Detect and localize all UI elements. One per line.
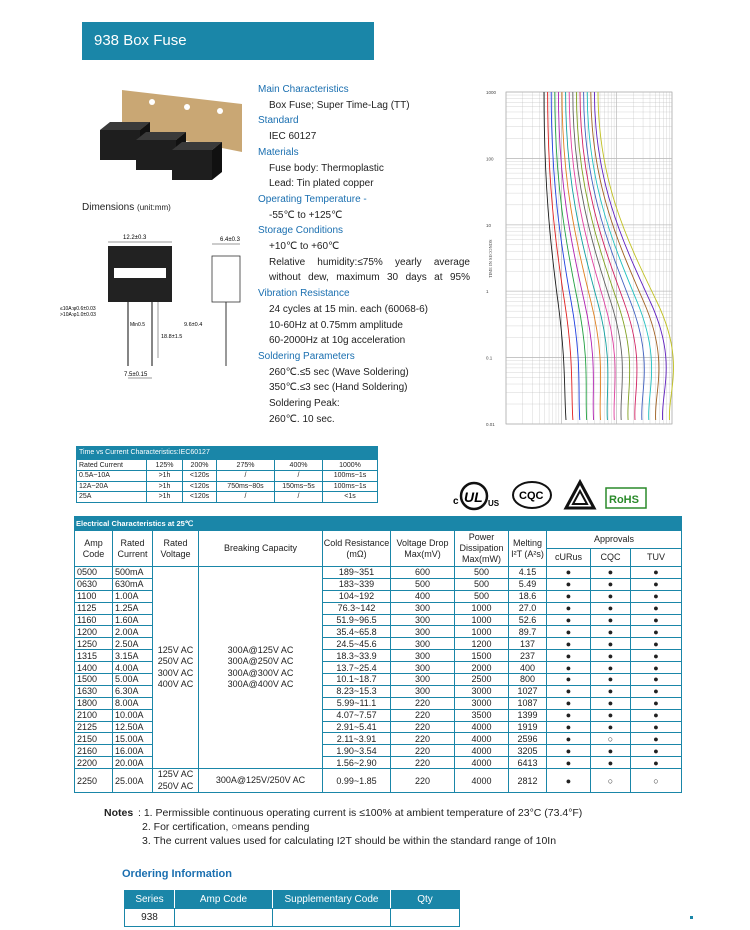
tvc-cell: 0.5A~10A	[77, 471, 147, 482]
tuv-cell: ●	[631, 733, 682, 745]
breaking-capacity-group	[199, 567, 323, 769]
time-current-table	[76, 446, 378, 503]
spec-value: 260℃. 10 sec.	[269, 413, 335, 425]
y-tick-label: 0.1	[486, 355, 493, 361]
spec-heading: Materials	[258, 146, 299, 158]
y-axis-label: TIME IN SECONDS	[488, 239, 493, 278]
curus-cell: ●	[547, 602, 591, 614]
melting-cell: 1919	[509, 721, 547, 733]
cqc-cell: ●	[591, 590, 631, 602]
col-vdrop: Voltage Drop Max(mV)	[391, 531, 455, 567]
amp-code-cell: 1125	[75, 602, 113, 614]
resistance-cell: 0.99~1.85	[323, 769, 391, 793]
rated-current-cell: 2.50A	[113, 638, 153, 650]
melting-cell: 800	[509, 674, 547, 686]
amp-code-cell: 0500	[75, 567, 113, 579]
melting-cell: 4.15	[509, 567, 547, 579]
breaking-capacity-value: 300A@300V AC	[227, 667, 294, 678]
resistance-cell: 2.11~3.91	[323, 733, 391, 745]
rated-voltage-value: 300V AC	[157, 667, 194, 678]
tuv-cell: ●	[631, 578, 682, 590]
order-qty-value	[391, 909, 460, 927]
curus-cell: ●	[547, 757, 591, 769]
curus-cell: ●	[547, 709, 591, 721]
tuv-cell: ●	[631, 590, 682, 602]
cqc-cell: ○	[591, 733, 631, 745]
rated-voltage-value: 250V AC	[157, 780, 194, 791]
power-cell: 4000	[455, 745, 509, 757]
y-tick-label: 0.01	[486, 422, 495, 427]
resistance-cell: 104~192	[323, 590, 391, 602]
rated-current-cell: 12.50A	[113, 721, 153, 733]
vdrop-cell: 300	[391, 674, 455, 686]
cqc-cell: ●	[591, 638, 631, 650]
rated-current-cell: 15.00A	[113, 733, 153, 745]
tuv-cell: ●	[631, 614, 682, 626]
product-photo	[92, 82, 242, 192]
power-cell: 500	[455, 567, 509, 579]
specifications	[258, 82, 470, 427]
curus-cell: ●	[547, 769, 591, 793]
power-cell: 4000	[455, 757, 509, 769]
col-rated-voltage: Rated Voltage	[153, 531, 199, 567]
rated-current-cell: 6.30A	[113, 685, 153, 697]
tuv-cell: ●	[631, 757, 682, 769]
spec-value: 60-2000Hz at 10g acceleration	[269, 335, 406, 347]
spec-value: 350℃.≤3 sec (Hand Soldering)	[269, 382, 408, 394]
spec-heading: Operating Temperature -	[258, 193, 367, 205]
spec-heading: Vibration Resistance	[258, 288, 350, 300]
y-tick-label: 100	[486, 156, 494, 162]
tvc-cell: <120s	[183, 471, 217, 482]
cqc-cell: ●	[591, 650, 631, 662]
amp-code-cell: 0630	[75, 578, 113, 590]
tvc-header: 200%	[183, 460, 217, 471]
resistance-cell: 2.91~5.41	[323, 721, 391, 733]
cqc-cell: ●	[591, 662, 631, 674]
tuv-cell: ●	[631, 638, 682, 650]
curus-cell: ●	[547, 662, 591, 674]
curus-cell: ●	[547, 733, 591, 745]
col-rated-current: Rated Current	[113, 531, 153, 567]
curus-cell: ●	[547, 685, 591, 697]
resistance-cell: 18.3~33.9	[323, 650, 391, 662]
order-col-series: Series	[125, 891, 175, 909]
tuv-cell: ●	[631, 650, 682, 662]
curus-cell: ●	[547, 650, 591, 662]
cqc-cell: ●	[591, 674, 631, 686]
curus-cell: ●	[547, 614, 591, 626]
vdrop-cell: 220	[391, 733, 455, 745]
note-2: 2. For certification, ○means pending	[142, 821, 310, 833]
curus-cell: ●	[547, 674, 591, 686]
rated-voltage-value: 125V AC	[157, 769, 194, 780]
curve-frame	[506, 92, 672, 424]
spec-heading: Standard	[258, 115, 299, 127]
amp-code-cell: 1800	[75, 697, 113, 709]
tuv-cell: ○	[631, 769, 682, 793]
tvc-row	[77, 492, 378, 503]
min-label: Min0.5	[130, 322, 146, 328]
col-cqc: CQC	[591, 549, 631, 567]
melting-cell: 3205	[509, 745, 547, 757]
rated-current-cell: 8.00A	[113, 697, 153, 709]
melting-cell: 89.7	[509, 626, 547, 638]
vdrop-cell: 220	[391, 721, 455, 733]
vdrop-cell: 300	[391, 662, 455, 674]
culus-logo	[453, 483, 500, 509]
tuv-cell: ●	[631, 721, 682, 733]
col-amp-code: Amp Code	[75, 531, 113, 567]
melting-cell: 6413	[509, 757, 547, 769]
resistance-cell: 13.7~25.4	[323, 662, 391, 674]
certification-logos	[452, 478, 648, 514]
tvc-cell: 12A~20A	[77, 481, 147, 492]
amp-code-cell: 1630	[75, 685, 113, 697]
amp-code-cell: 2100	[75, 709, 113, 721]
breaking-capacity-value: 300A@400V AC	[227, 679, 294, 690]
tvc-cell: >1h	[147, 481, 183, 492]
spec-value: without dew, maximum 30 days at 95%	[269, 272, 470, 284]
power-cell: 1000	[455, 626, 509, 638]
tvc-cell: 100ms~1s	[323, 481, 378, 492]
spec-value: Lead: Tin plated copper	[269, 178, 374, 190]
curus-cell: ●	[547, 721, 591, 733]
amp-code-cell: 1250	[75, 638, 113, 650]
resistance-cell: 183~339	[323, 578, 391, 590]
tvc-cell: >1h	[147, 471, 183, 482]
tvc-cell: 25A	[77, 492, 147, 503]
tvc-cell: /	[217, 492, 275, 503]
vdrop-cell: 220	[391, 709, 455, 721]
rated-voltage-value: 250V AC	[157, 656, 194, 667]
vdrop-cell: 220	[391, 769, 455, 793]
melting-cell: 5.49	[509, 578, 547, 590]
ordering-title: Ordering Information	[122, 868, 232, 880]
rohs-logo	[606, 488, 646, 508]
melting-cell: 237	[509, 650, 547, 662]
rated-current-cell: 4.00A	[113, 662, 153, 674]
col-breaking: Breaking Capacity	[199, 531, 323, 567]
spec-value: Fuse body: Thermoplastic	[269, 162, 384, 174]
resistance-cell: 10.1~18.7	[323, 674, 391, 686]
tvc-header: Rated Current	[77, 460, 147, 471]
resistance-cell: 4.07~7.57	[323, 709, 391, 721]
tvc-cell: 150ms~5s	[275, 481, 323, 492]
melting-cell: 18.6	[509, 590, 547, 602]
power-cell: 500	[455, 590, 509, 602]
cqc-cell: ●	[591, 709, 631, 721]
tuv-cell: ●	[631, 709, 682, 721]
spec-value: 260℃.≤5 sec (Wave Soldering)	[269, 366, 409, 378]
time-current-curve	[484, 78, 674, 430]
ordering-table	[124, 890, 460, 927]
curus-cell: ●	[547, 567, 591, 579]
resistance-cell: 76.3~142	[323, 602, 391, 614]
tvc-cell: /	[217, 471, 275, 482]
spec-heading: Soldering Parameters	[258, 350, 355, 362]
svg-text:US: US	[488, 499, 500, 508]
spec-value: Soldering Peak:	[269, 398, 340, 410]
rated-current-cell: 1.00A	[113, 590, 153, 602]
tvc-cell: <120s	[183, 492, 217, 503]
tvc-cell: <1s	[323, 492, 378, 503]
notes: Notes : 1. Permissible continuous operating current is ≤100% at ambient temperature of 23°C (73.4°F) 2. For certification, ○means pending 3. The current values used for calculating I2T should be within the standard range of 10In	[104, 807, 583, 847]
vdrop-cell: 220	[391, 697, 455, 709]
amp-code-cell: 1400	[75, 662, 113, 674]
pin-label-a: ≤10A:φ0.6±0.03	[60, 306, 96, 312]
melting-cell: 52.6	[509, 614, 547, 626]
spec-heading: Main Characteristics	[258, 84, 349, 95]
col-curus: cURus	[547, 549, 591, 567]
vdrop-cell: 300	[391, 614, 455, 626]
tvc-cell: <120s	[183, 481, 217, 492]
power-cell: 3500	[455, 709, 509, 721]
note-3: 3. The current values used for calculating I2T should be within the standard range of 10In	[142, 835, 557, 847]
resistance-cell: 8.23~15.3	[323, 685, 391, 697]
spec-value: Box Fuse; Super Time-Lag (TT)	[269, 99, 410, 111]
spec-value: 10-60Hz at 0.75mm amplitude	[269, 319, 403, 331]
breaking-capacity-value: 300A@125V AC	[227, 644, 294, 655]
rated-current-cell: 1.25A	[113, 602, 153, 614]
amp-code-cell: 2200	[75, 757, 113, 769]
tuv-cell: ●	[631, 626, 682, 638]
tvc-header: 125%	[147, 460, 183, 471]
vdrop-cell: 220	[391, 757, 455, 769]
breaking-capacity-cell: 300A@125V/250V AC	[199, 769, 323, 793]
power-cell: 4000	[455, 733, 509, 745]
tuv-logo	[566, 482, 594, 508]
cqc-cell: ●	[591, 685, 631, 697]
melting-cell: 27.0	[509, 602, 547, 614]
dimension-drawing	[60, 228, 260, 388]
resistance-cell: 24.5~45.6	[323, 638, 391, 650]
vdrop-cell: 600	[391, 567, 455, 579]
col-melting: Melting I²T (A²s)	[509, 531, 547, 567]
melting-cell: 1087	[509, 697, 547, 709]
corner-mark	[690, 916, 693, 919]
tvc-cell: 750ms~80s	[217, 481, 275, 492]
y-tick-label: 10	[486, 222, 492, 228]
cqc-cell: ●	[591, 614, 631, 626]
pin-label-b: >10A:φ1.0±0.03	[60, 312, 96, 318]
rated-voltage-value: 400V AC	[157, 679, 194, 690]
spec-value: Relative humidity:≤75% yearly average	[269, 256, 470, 268]
order-col-qty: Qty	[391, 891, 460, 909]
note-1: 1. Permissible continuous operating current is ≤100% at ambient temperature of 23°C (73.4°F)	[143, 807, 583, 819]
vdrop-cell: 300	[391, 685, 455, 697]
order-col-amp-code: Amp Code	[175, 891, 273, 909]
power-cell: 3000	[455, 697, 509, 709]
y-tick-label: 1	[486, 289, 489, 295]
col-approvals: Approvals	[547, 531, 682, 549]
tuv-cell: ●	[631, 662, 682, 674]
rated-current-cell: 3.15A	[113, 650, 153, 662]
rated-voltage-cell	[153, 769, 199, 793]
svg-text:c: c	[453, 496, 459, 507]
breaking-capacity-value: 300A@250V AC	[227, 656, 294, 667]
order-amp-code-value	[175, 909, 273, 927]
melting-cell: 1027	[509, 685, 547, 697]
spec-value: +10℃ to +60℃	[269, 241, 340, 253]
col-resistance: Cold Resistance (mΩ)	[323, 531, 391, 567]
tuv-cell: ●	[631, 674, 682, 686]
spec-heading: Storage Conditions	[258, 225, 344, 237]
resistance-cell: 5.99~11.1	[323, 697, 391, 709]
col-power: Power Dissipation Max(mW)	[455, 531, 509, 567]
cqc-cell: ●	[591, 626, 631, 638]
curus-cell: ●	[547, 590, 591, 602]
amp-code-cell: 1315	[75, 650, 113, 662]
cqc-cell: ●	[591, 721, 631, 733]
cqc-cell: ○	[591, 769, 631, 793]
body-height-label: 9.6±0.4	[184, 322, 203, 328]
tvc-row	[77, 481, 378, 492]
amp-code-cell: 1160	[75, 614, 113, 626]
spec-value: IEC 60127	[269, 131, 317, 143]
vdrop-cell: 500	[391, 578, 455, 590]
resistance-cell: 35.4~65.8	[323, 626, 391, 638]
rated-current-cell: 25.00A	[113, 769, 153, 793]
order-series-value: 938	[125, 909, 175, 927]
curus-cell: ●	[547, 745, 591, 757]
power-cell: 1500	[455, 650, 509, 662]
order-supplementary-value	[273, 909, 391, 927]
cqc-cell: ●	[591, 697, 631, 709]
rated-current-cell: 5.00A	[113, 674, 153, 686]
rated-voltage-value: 125V AC	[157, 644, 194, 655]
cqc-cell: ●	[591, 578, 631, 590]
tuv-cell: ●	[631, 567, 682, 579]
rated-voltage-group	[153, 567, 199, 769]
amp-code-cell: 2125	[75, 721, 113, 733]
electrical-characteristics-table	[74, 516, 682, 793]
amp-code-cell: 1100	[75, 590, 113, 602]
spec-value: -55℃ to +125℃	[269, 209, 343, 221]
cqc-cell: ●	[591, 602, 631, 614]
cqc-cell: ●	[591, 567, 631, 579]
rated-current-cell: 10.00A	[113, 709, 153, 721]
power-cell: 4000	[455, 769, 509, 793]
table-row	[75, 567, 682, 579]
table-row	[75, 769, 682, 793]
melting-cell: 2812	[509, 769, 547, 793]
vdrop-cell: 300	[391, 650, 455, 662]
power-cell: 1000	[455, 614, 509, 626]
melting-cell: 400	[509, 662, 547, 674]
amp-code-cell: 2150	[75, 733, 113, 745]
resistance-cell: 1.90~3.54	[323, 745, 391, 757]
curus-cell: ●	[547, 578, 591, 590]
vdrop-cell: 300	[391, 638, 455, 650]
rated-current-cell: 2.00A	[113, 626, 153, 638]
vdrop-cell: 300	[391, 626, 455, 638]
tvc-header: 400%	[275, 460, 323, 471]
order-col-supplementary: Supplementary Code	[273, 891, 391, 909]
width-label: 12.2±0.3	[123, 235, 147, 241]
resistance-cell: 1.56~2.90	[323, 757, 391, 769]
curus-cell: ●	[547, 626, 591, 638]
tvc-cell: /	[275, 471, 323, 482]
page-title: 938 Box Fuse	[82, 22, 374, 60]
vdrop-cell: 220	[391, 745, 455, 757]
svg-text:CQC: CQC	[519, 490, 544, 502]
svg-text:UL: UL	[464, 489, 483, 505]
power-cell: 500	[455, 578, 509, 590]
amp-code-cell: 2160	[75, 745, 113, 757]
tuv-cell: ●	[631, 602, 682, 614]
tvc-cell: >1h	[147, 492, 183, 503]
tvc-row	[77, 471, 378, 482]
elec-caption: Electrical Characteristics at 25℃	[74, 516, 682, 530]
power-cell: 1000	[455, 602, 509, 614]
y-tick-label: 1000	[486, 90, 497, 95]
tvc-cell: /	[275, 492, 323, 503]
tuv-cell: ●	[631, 697, 682, 709]
amp-code-cell: 1500	[75, 674, 113, 686]
amp-code-cell: 2250	[75, 769, 113, 793]
resistance-cell: 189~351	[323, 567, 391, 579]
melting-cell: 2596	[509, 733, 547, 745]
tvc-caption: Time vs Current Characteristics:IEC60127	[76, 446, 378, 460]
cqc-cell: ●	[591, 757, 631, 769]
spec-value: 24 cycles at 15 min. each (60068-6)	[269, 303, 428, 315]
vdrop-cell: 400	[391, 590, 455, 602]
rated-current-cell: 630mA	[113, 578, 153, 590]
rated-current-cell: 1.60A	[113, 614, 153, 626]
tvc-header: 1000%	[323, 460, 378, 471]
power-cell: 1200	[455, 638, 509, 650]
rated-current-cell: 20.00A	[113, 757, 153, 769]
resistance-cell: 51.9~96.5	[323, 614, 391, 626]
melting-cell: 1399	[509, 709, 547, 721]
svg-text:RoHS: RoHS	[609, 494, 639, 506]
melting-cell: 137	[509, 638, 547, 650]
power-cell: 4000	[455, 721, 509, 733]
tvc-header: 275%	[217, 460, 275, 471]
pitch-label: 7.5±0.15	[124, 372, 148, 378]
rated-current-cell: 500mA	[113, 567, 153, 579]
cqc-logo	[513, 482, 551, 508]
power-cell: 3000	[455, 685, 509, 697]
col-tuv: TUV	[631, 549, 682, 567]
tuv-cell: ●	[631, 745, 682, 757]
power-cell: 2500	[455, 674, 509, 686]
rated-current-cell: 16.00A	[113, 745, 153, 757]
power-cell: 2000	[455, 662, 509, 674]
curus-cell: ●	[547, 638, 591, 650]
depth-label: 6.4±0.3	[220, 237, 240, 243]
amp-code-cell: 1200	[75, 626, 113, 638]
lead-height-label: 18.8±1.5	[161, 334, 183, 340]
tvc-cell: 100ms~1s	[323, 471, 378, 482]
cqc-cell: ●	[591, 745, 631, 757]
curus-cell: ●	[547, 697, 591, 709]
notes-label: Notes	[104, 807, 134, 819]
dimensions-label: Dimensions (unit:mm)	[82, 202, 171, 213]
tuv-cell: ●	[631, 685, 682, 697]
vdrop-cell: 300	[391, 602, 455, 614]
